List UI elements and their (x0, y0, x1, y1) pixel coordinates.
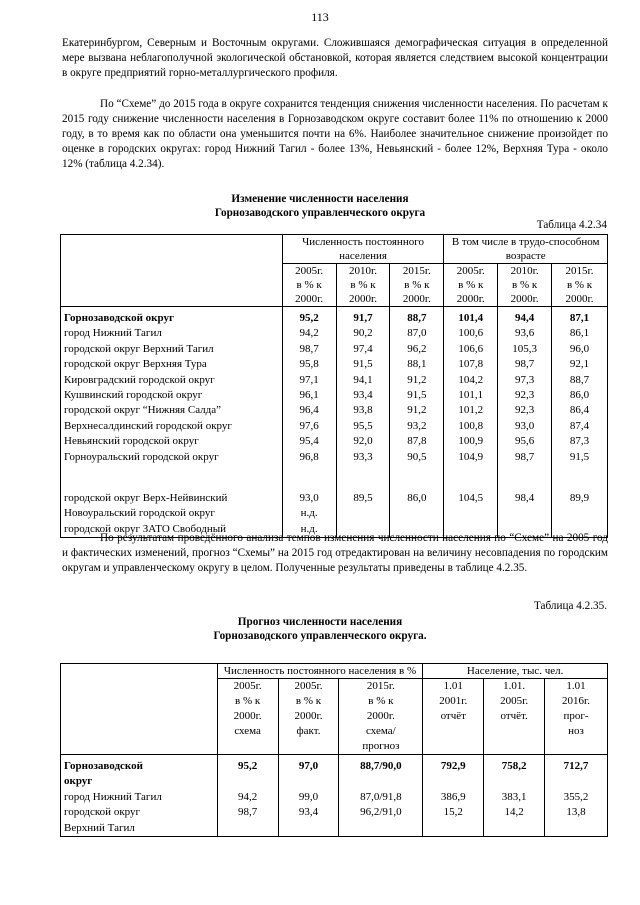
table2-caption: Таблица 4.2.35. (533, 600, 607, 612)
header-line: 1.01 (566, 680, 586, 692)
table-row (61, 357, 608, 372)
value-cell: 106,6 (444, 342, 498, 357)
table-row (61, 805, 608, 836)
table1-year-header (282, 264, 336, 307)
value-cell: 95,2 (217, 755, 278, 790)
header-line: 2001г. (439, 695, 468, 707)
header-line: 2000г. (349, 293, 378, 305)
header-line: в % к (295, 695, 322, 707)
value-cell: 96,1 (282, 388, 336, 403)
value-cell: 87,0 (390, 326, 444, 341)
value-cell: 93,2 (390, 419, 444, 434)
header-line: в % к (350, 279, 376, 291)
value-cell: 101,4 (444, 307, 498, 327)
value-cell: 94,1 (336, 373, 390, 388)
value-cell: 88,7/90,0 (339, 755, 423, 790)
value-cell: 95,2 (282, 307, 336, 327)
header-line: 1.01 (443, 680, 463, 692)
header-line: 2005г. (295, 265, 324, 277)
value-cell: 86,4 (552, 403, 608, 418)
value-cell: 93,0 (498, 419, 552, 434)
header-line: 1.01. (503, 680, 526, 692)
header-line: 2000г. (402, 293, 431, 305)
name-line: Верхний Тагил (64, 821, 135, 834)
header-line: 2015г. (402, 265, 431, 277)
value-cell: 355,2 (545, 790, 608, 805)
header-line: 2016г. (562, 695, 591, 707)
header-line: 2000г. (366, 710, 395, 722)
district-name-cell (61, 755, 218, 790)
table1-group-header-working-age: В том числе в трудо-способном возрасте (444, 235, 608, 264)
value-cell: 92,0 (336, 434, 390, 449)
value-cell: 93,0 (282, 491, 336, 506)
value-cell: 97,3 (498, 373, 552, 388)
header-line: 2015г. (565, 265, 594, 277)
header-line: схема (234, 725, 261, 737)
header-line: 2000г. (294, 710, 323, 722)
district-name-cell: Невьянский городской округ (61, 434, 283, 449)
header-line: в % к (296, 279, 322, 291)
header-line: прогноз (362, 740, 400, 752)
name-line: город Нижний Тагил (64, 790, 162, 803)
value-cell: 96,2 (390, 342, 444, 357)
value-cell: 100,8 (444, 419, 498, 434)
table-row (61, 491, 608, 506)
table1-caption: Таблица 4.2.34 (536, 219, 607, 231)
table1-year-header (336, 264, 390, 307)
value-cell: 98,7 (217, 805, 278, 836)
value-cell: 98,7 (498, 450, 552, 465)
table1-year-header (390, 264, 444, 307)
table1-year-header (498, 264, 552, 307)
table2-title-line2: Горнозаводского управленческого округа. (213, 630, 427, 642)
spacer-cell (336, 465, 390, 491)
table-row (61, 506, 608, 521)
value-cell: 95,5 (336, 419, 390, 434)
value-cell: 86,0 (552, 388, 608, 403)
value-cell: 91,5 (390, 388, 444, 403)
header-line: отчёт. (500, 710, 528, 722)
value-cell: 91,2 (390, 373, 444, 388)
value-cell: 87,1 (552, 307, 608, 327)
value-cell: 97,0 (278, 755, 339, 790)
value-cell: 93,8 (336, 403, 390, 418)
header-line: в % к (512, 279, 538, 291)
value-cell: 91,2 (390, 403, 444, 418)
district-name-cell: Кировградский городской округ (61, 373, 283, 388)
table1-corner-cell (61, 235, 283, 307)
value-cell (444, 506, 498, 521)
header-line: схема/ (366, 725, 396, 737)
value-cell: 93,4 (278, 805, 339, 836)
district-name-cell: Горноуральский городской округ (61, 450, 283, 465)
value-cell: 87,8 (390, 434, 444, 449)
table-row (61, 307, 608, 327)
value-cell: 90,5 (390, 450, 444, 465)
header-line: 2010г. (510, 265, 539, 277)
value-cell: 104,9 (444, 450, 498, 465)
value-cell: 86,1 (552, 326, 608, 341)
value-cell: 94,4 (498, 307, 552, 327)
table2-title (0, 615, 640, 643)
name-line: округ (64, 775, 93, 788)
value-cell (390, 506, 444, 521)
table-row (61, 342, 608, 357)
value-cell: 95,6 (498, 434, 552, 449)
spacer-cell (282, 465, 336, 491)
value-cell: 101,1 (444, 388, 498, 403)
header-line: прог- (563, 710, 589, 722)
page-number: 113 (311, 10, 329, 24)
value-cell: 98,4 (498, 491, 552, 506)
value-cell: 88,1 (390, 357, 444, 372)
population-forecast-table (60, 663, 608, 837)
value-cell: 96,8 (282, 450, 336, 465)
table1-group-header-population: Численность постоянного населения (282, 235, 444, 264)
value-cell: н.д. (282, 522, 336, 538)
value-cell: 96,2/91,0 (339, 805, 423, 836)
population-change-table (60, 234, 608, 538)
value-cell: 98,7 (498, 357, 552, 372)
value-cell: 99,0 (278, 790, 339, 805)
value-cell: 86,0 (390, 491, 444, 506)
district-name-cell: городской округ Верх-Нейвинский (61, 491, 283, 506)
name-line: Горнозаводской (64, 760, 143, 772)
value-cell: 90,2 (336, 326, 390, 341)
table-row (61, 373, 608, 388)
value-cell: 15,2 (423, 805, 484, 836)
value-cell (552, 506, 608, 521)
header-line: 2000г. (295, 293, 324, 305)
table2-column-header (278, 679, 339, 755)
value-cell: 96,4 (282, 403, 336, 418)
district-name-cell: городской округ ЗАТО Свободный (61, 522, 283, 538)
table2-column-header (339, 679, 423, 755)
header-line: 2005г. (500, 695, 529, 707)
value-cell: н.д. (282, 506, 336, 521)
value-cell (336, 506, 390, 521)
header-line: в % к (566, 279, 593, 291)
table1-title-line1: Изменение численности населения (231, 193, 409, 205)
spacer-cell (61, 465, 283, 491)
value-cell: 13,8 (545, 805, 608, 836)
value-cell: 87,4 (552, 419, 608, 434)
value-cell: 91,5 (336, 357, 390, 372)
forecast-paragraph: По “Схеме” до 2015 года в округе сохранится тенденция снижения численности населения. По расчетам к 2015 году снижение численности населения в Горнозаводском округе составит более 11% по отношению к 2000 году, в то время как по области она уменьшится почти на 6%. Наиболее значительное снижение произойдет по оценке в городских округах: город Нижний Тагил - более 13%, Невьянский - более 12%, Верхняя Тура - около 12% (таблица 4.2.34). (62, 98, 608, 171)
header-line: в % к (458, 279, 484, 291)
value-cell: 95,4 (282, 434, 336, 449)
table-row (61, 450, 608, 465)
value-cell: 94,2 (217, 790, 278, 805)
value-cell: 89,5 (336, 491, 390, 506)
header-line: 2005г. (233, 680, 262, 692)
district-name-cell: Новоуральский городской округ (61, 506, 283, 521)
table1-spacer-row (61, 465, 608, 491)
header-line: 2005г. (294, 680, 323, 692)
header-line: 2000г. (233, 710, 262, 722)
value-cell: 383,1 (484, 790, 545, 805)
table1-year-header (444, 264, 498, 307)
table-row (61, 326, 608, 341)
spacer-cell (444, 465, 498, 491)
district-name-cell (61, 790, 218, 805)
name-line: городской округ (64, 806, 141, 819)
value-cell: 93,6 (498, 326, 552, 341)
value-cell: 98,7 (282, 342, 336, 357)
table2-corner-cell (61, 664, 218, 755)
value-cell: 92,3 (498, 388, 552, 403)
value-cell: 712,7 (545, 755, 608, 790)
value-cell: 96,0 (552, 342, 608, 357)
intro-paragraph: Екатеринбургом, Северным и Восточным округами. Сложившаяся демографическая ситуация в определенной мере вызвана неблагополучной экологической обстановкой, которая является следствием высокой концентрации в округе предприятий горно-металлургического профиля. (62, 37, 608, 80)
value-cell: 94,2 (282, 326, 336, 341)
value-cell: 101,2 (444, 403, 498, 418)
value-cell: 91,5 (552, 450, 608, 465)
header-line: 2000г. (456, 293, 485, 305)
value-cell: 92,1 (552, 357, 608, 372)
value-cell: 105,3 (498, 342, 552, 357)
header-line: факт. (296, 725, 321, 737)
table-row (61, 755, 608, 790)
table1-title-line2: Горнозаводского управленческого округа (214, 207, 426, 219)
table-row (61, 388, 608, 403)
analysis-paragraph: По результатам проведённого анализа темпов изменения численности населения по “Схеме” на 2005 год и фактических изменений, прогноз “Схемы” на 2015 год отредактирован на величину несовпадения по городским округам и управленческому округу в целом. Полученные результаты приведены в таблице 4.2.35. (62, 532, 608, 575)
table1-year-header (552, 264, 608, 307)
value-cell: 97,6 (282, 419, 336, 434)
table2-group-header-thousands: Население, тыс. чел. (423, 664, 608, 679)
value-cell: 87,3 (552, 434, 608, 449)
value-cell (498, 506, 552, 521)
table2-column-header (484, 679, 545, 755)
table-row (61, 790, 608, 805)
header-line: в % к (235, 695, 261, 707)
header-line: 2000г. (565, 293, 594, 305)
value-cell: 88,7 (390, 307, 444, 327)
district-name-cell: город Нижний Тагил (61, 326, 283, 341)
header-line: 2015г. (366, 680, 395, 692)
value-cell: 97,4 (336, 342, 390, 357)
value-cell: 100,9 (444, 434, 498, 449)
value-cell: 89,9 (552, 491, 608, 506)
value-cell: 88,7 (552, 373, 608, 388)
value-cell: 91,7 (336, 307, 390, 327)
value-cell: 14,2 (484, 805, 545, 836)
value-cell: 93,4 (336, 388, 390, 403)
header-line: 2000г. (510, 293, 539, 305)
table2-column-header (217, 679, 278, 755)
header-line: отчёт (440, 710, 466, 722)
district-name-cell: Кушвинский городской округ (61, 388, 283, 403)
table-row (61, 434, 608, 449)
header-line: ноз (568, 725, 584, 737)
table2-column-header (423, 679, 484, 755)
table2-column-header (545, 679, 608, 755)
value-cell: 104,2 (444, 373, 498, 388)
spacer-cell (552, 465, 608, 491)
spacer-cell (498, 465, 552, 491)
header-line: 2010г. (349, 265, 378, 277)
value-cell: 100,6 (444, 326, 498, 341)
value-cell: 97,1 (282, 373, 336, 388)
value-cell: 107,8 (444, 357, 498, 372)
table2-group-header-percent: Численность постоянного населения в % (217, 664, 423, 679)
value-cell: 93,3 (336, 450, 390, 465)
value-cell: 92,3 (498, 403, 552, 418)
district-name-cell: Горнозаводской округ (61, 307, 283, 327)
header-line: в % к (368, 695, 394, 707)
spacer-cell (390, 465, 444, 491)
table1-title (0, 192, 640, 220)
district-name-cell: городской округ Верхний Тагил (61, 342, 283, 357)
header-line: 2005г. (456, 265, 485, 277)
value-cell: 758,2 (484, 755, 545, 790)
district-name-cell: городской округ Верхняя Тура (61, 357, 283, 372)
value-cell: 386,9 (423, 790, 484, 805)
district-name-cell: городской округ “Нижняя Салда” (61, 403, 283, 418)
value-cell: 87,0/91,8 (339, 790, 423, 805)
value-cell: 792,9 (423, 755, 484, 790)
district-name-cell: Верхнесалдинский городской округ (61, 419, 283, 434)
value-cell: 104,5 (444, 491, 498, 506)
district-name-cell (61, 805, 218, 836)
table-row (61, 419, 608, 434)
table2-title-line1: Прогноз численности населения (237, 616, 403, 628)
header-line: в % к (404, 279, 430, 291)
value-cell: 95,8 (282, 357, 336, 372)
table-row (61, 403, 608, 418)
